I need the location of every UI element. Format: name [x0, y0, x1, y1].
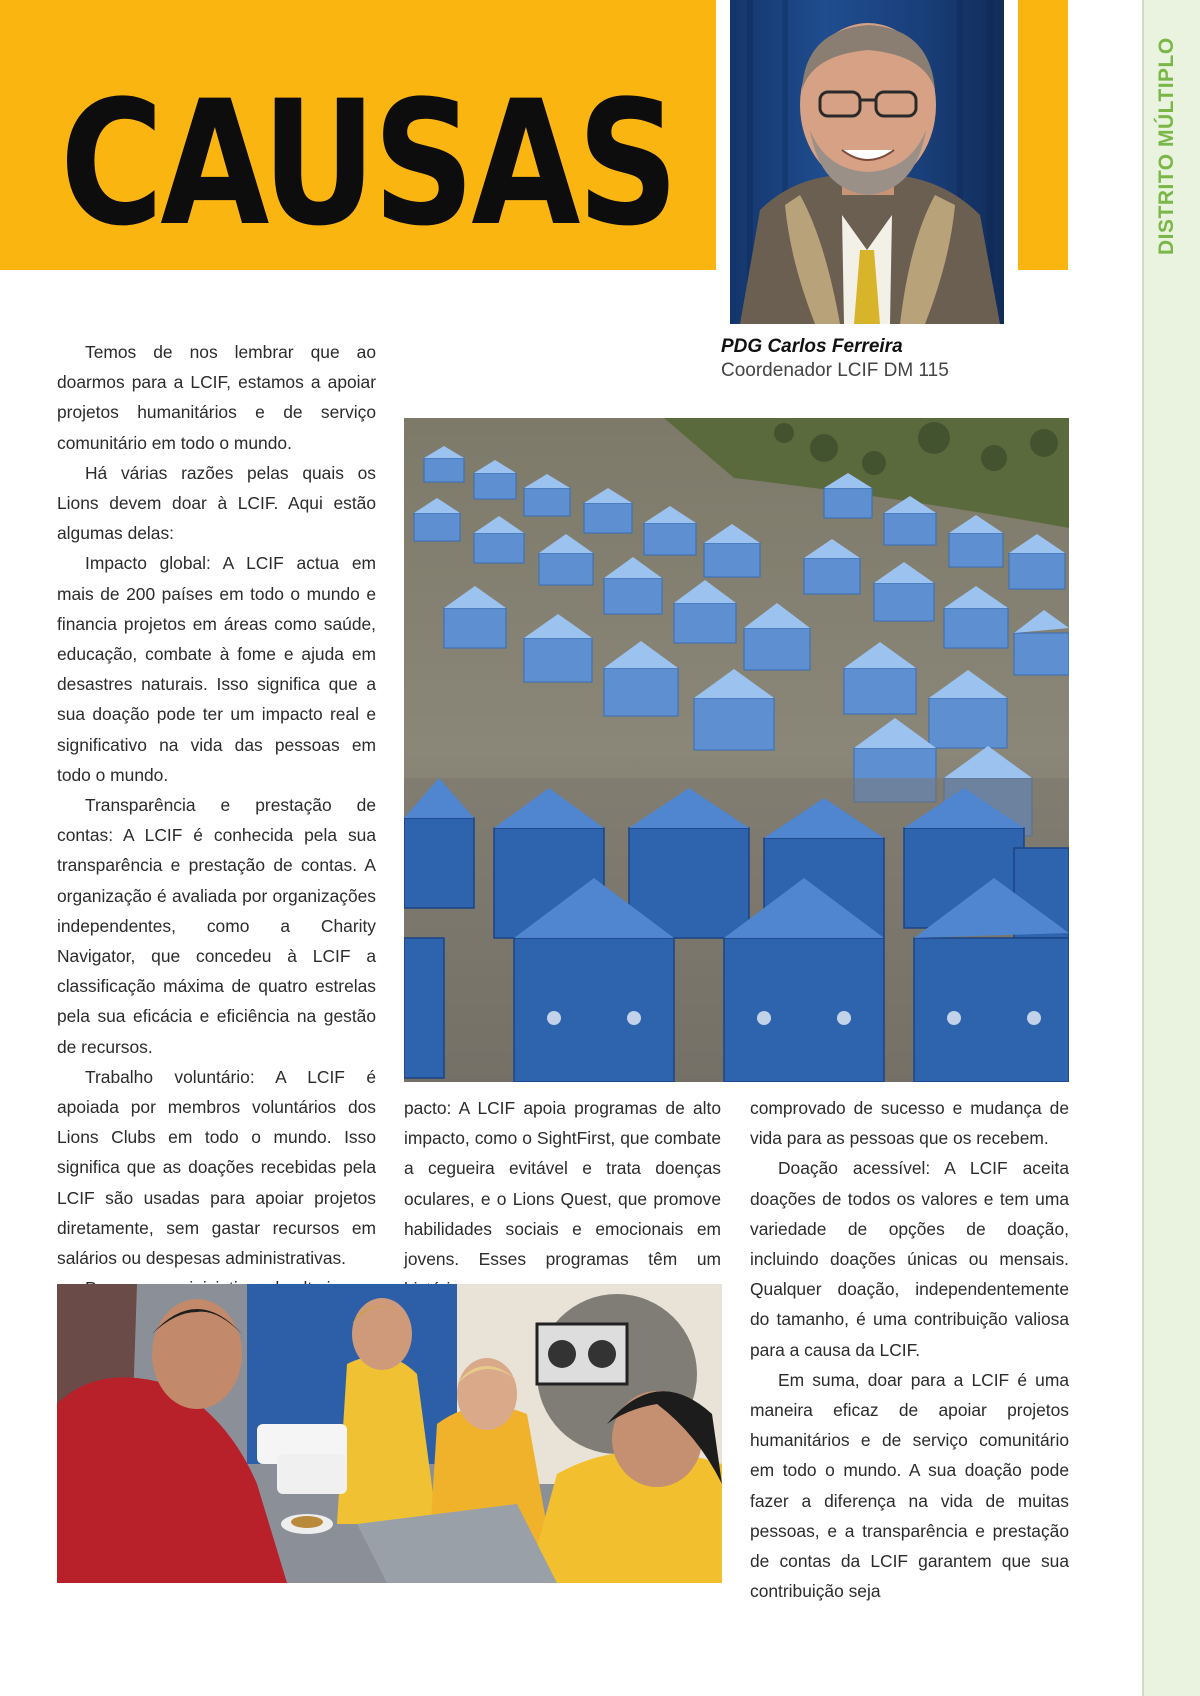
sidebar-divider — [1142, 0, 1144, 1696]
paragraph: Em suma, doar para a LCIF é uma maneira eficaz de apoiar projetos humanitários e de serviço comunitário em todo o mundo. A sua doação pode fazer a diferença na vida de muitas pessoas, e a transparência e prestação de contas da LCIF garantem que sua contribuição seja — [750, 1369, 1069, 1602]
paragraph: pacto: A LCIF apoia programas de alto impacto, como o SightFirst, que combate a cegueira evitável e trata doenças oculares, e o Lions Quest, que promove habilidades sociais e emocionais em jovens. Esses programas têm um — [404, 1098, 721, 1270]
tents-illustration — [404, 418, 1069, 1082]
portrait-photo — [730, 0, 1004, 324]
portrait-illustration — [730, 0, 1004, 324]
article-column-1 — [57, 337, 376, 1304]
paragraph: Há várias razões pelas quais os Lions devem doar à LCIF. Aqui estão algumas delas: — [57, 462, 376, 544]
paragraph: Temos de nos lembrar que ao doarmos para a LCIF, estamos a apoiar projetos humanitários e de serviço comunitário em todo o mundo. — [57, 342, 376, 453]
article-column-3 — [750, 1093, 1069, 1606]
page-title: CAUSAS — [60, 63, 676, 264]
paragraph: comprovado de sucesso e mudança de vida para as pessoas que os recebem. — [750, 1098, 1069, 1149]
food-illustration — [57, 1284, 722, 1583]
paragraph: Trabalho voluntário: A LCIF é apoiada por membros voluntários dos Lions Clubs em todo o mundo. Isso significa que as doações recebidas pela LCIF são usadas para apoiar projetos diretamente, sem gastar recursos em salários ou despesas administrativas. — [57, 1066, 376, 1269]
article-column-2 — [404, 1093, 721, 1304]
paragraph: Impacto global: A LCIF actua em mais de 200 países em todo o mundo e financia projetos em áreas como saúde, educação, combate à fome e ajuda em desastres naturais. Isso significa que a sua doação pode ter um impacto real e significativo na vida das pessoas em todo o mundo. — [57, 553, 376, 785]
author-role: Coordenador LCIF DM 115 — [721, 360, 949, 381]
section-label — [1155, 215, 1179, 255]
paragraph: Transparência e prestação de contas: A LCIF é conhecida pela sua transparência e prestação de contas. A organização é avaliada por organizações independentes, como a Charity Navigator, que concedeu à LCIF a classificação máxima de quatro estrelas pela sua eficácia e eficiência na gestão de recursos. — [57, 795, 376, 1057]
author-name: PDG Carlos Ferreira — [721, 336, 903, 357]
paragraph: Doação acessível: A LCIF aceita doações de todos os valores e tem uma variedade de opções de doação, incluindo doações únicas ou mensais. Qualquer doação, independentemente do tamanho, é uma contribuição valiosa para a causa da LCIF. — [750, 1158, 1069, 1360]
tents-photo — [404, 418, 1069, 1082]
header-banner-accent — [1018, 0, 1068, 270]
food-distribution-photo — [57, 1284, 722, 1583]
